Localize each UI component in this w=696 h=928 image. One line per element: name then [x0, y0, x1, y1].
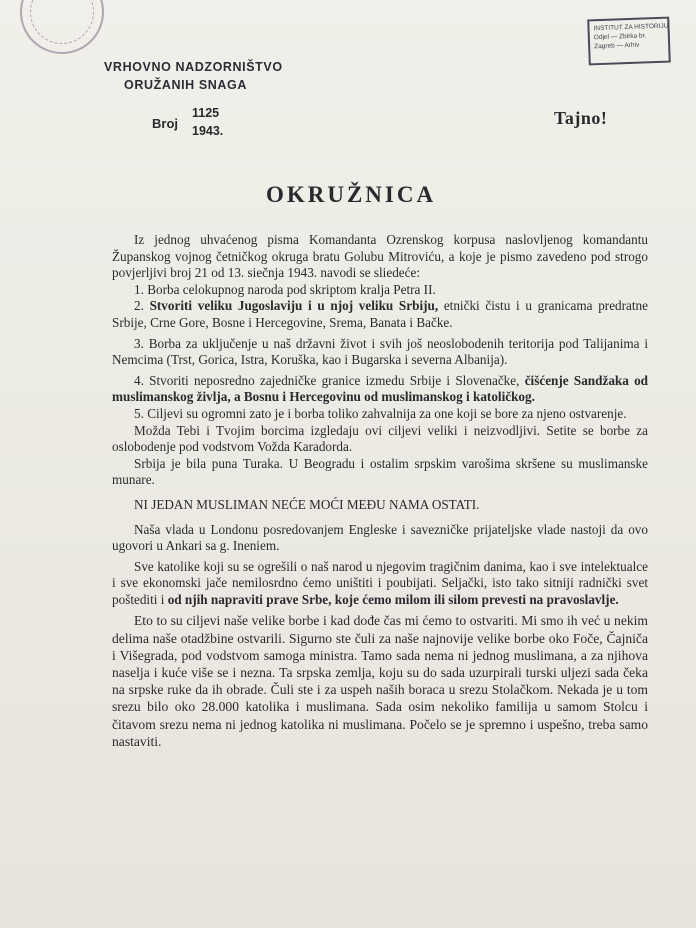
point-3: 3. Borba za uključenje u naš državni život i svih još neoslobodenih teritorija pod Talijanima i Nemcima (Trst, Gorica, Istra, Koruška, kao i Bugarska i severna Albanija). [112, 335, 648, 368]
point-4 [112, 373, 648, 406]
archive-stamp-line1: INSTITUT ZA HISTORIJU [593, 22, 669, 33]
org-line-1: VRHOVNO NADZORNIŠTVO [104, 60, 283, 74]
point-2-bold: Stvoriti veliku Jugoslaviju i u njoj veliku Srbiju, [149, 298, 439, 314]
paragraph-eto: Eto to su ciljevi naše velike borbe i kad dođe čas mi ćemo to ostvariti. Mi smo ih već u nekim delima naše otadžbine ostvarili. Sigurno ste čuli za naše najnovije velike borbe oko Foče, Čajniča i Višegrada, pod vodstvom samoga ministra. Tamo sada nema ni jednog muslimana, a za njihova naselja i kuće više se i nezna. Ta srpska zemlja, koju su do sada uzurpirali turski uljezi sada čeka na srpske ruke da ih obrade. Čuli ste i za uspeh naših boraca u srezu Stolačkom. Nekada je u tom srezu bilo oko 28.000 katolika i muslimana. Sada osim nekoliko familija u samom Stolcu i čitavom srezu nema ni jednog katolika ni muslimana. Počelo se je spremno i uspešno, treba samo nastaviti. [112, 613, 648, 749]
document-body [112, 232, 648, 750]
round-seal-icon [20, 0, 104, 54]
broj-num: 1125 [192, 106, 220, 120]
archive-stamp-line2: Odjel — Zbirka br. [593, 32, 647, 42]
paragraph-katolike-start: Sve katolike koji su se ogrešili o naš narod u njegovim tragičnim danima, kao i sve intelektualce i sve ekonomski jače nemilosrdno ćemo uništiti i poubijati. Seljački, isto tako sitniji radnički svet poštediti i [112, 558, 648, 607]
org-line-2: ORUŽANIH SNAGA [124, 78, 247, 92]
point-2-number: 2. [134, 298, 150, 314]
paragraph-ni-jedan: NI JEDAN MUSLIMAN NEĆE MOĆI MEĐU NAMA OSTATI. [134, 496, 480, 512]
paragraph-mozda: Možda Tebi i Tvojim borcima izgledaju ovi ciljevi veliki i neizvodljivi. Setite se borbe za oslobodenje pod vodstvom Vožda Karadorda. [112, 422, 648, 455]
point-4-bold: čišćenje Sandžaka od muslimanskog življa, a Bosnu i Hercegovinu od muslimanskog i katoličkog. [112, 372, 649, 405]
point-4-start: 4. Stvoriti neposredno zajedničke granice izmedu Srbije i Slovenačke, [134, 372, 520, 388]
archive-stamp-line3: Zagreb — Arhiv [594, 41, 640, 51]
broj-year: 1943. [192, 124, 224, 138]
point-2-rest: etnički čistu i u granicama predratne Srbije, Crne Gore, Bosne i Hercegovine, Srema, Banata i Bačke. [112, 298, 648, 330]
classification-mark: Tajno! [554, 108, 608, 128]
paragraph-srbija: Srbija je bila puna Turaka. U Beogradu i ostalim srpskim varošima skršene su muslimanske munare. [112, 455, 648, 488]
paragraph-katolike [112, 559, 648, 609]
broj-number [192, 104, 223, 140]
paragraph-vlada: Naša vlada u Londonu posredovanjem Engleske i savezničke prijateljske vlade nastoji da ovo ugovori u Ankari sa g. Ineniem. [112, 521, 648, 554]
point-1: 1. Borba celokupnog naroda pod skriptom kralja Petra II. [134, 281, 436, 297]
document-title: OKRUŽNICA [265, 182, 437, 207]
point-5: 5. Ciljevi su ogromni zato je i borba toliko zahvalnija za one koji se bore za njeno ostvarenje. [134, 405, 627, 421]
broj-label: Broj [152, 116, 178, 131]
paragraph-katolike-bold: od njih napraviti prave Srbe, koje ćemo milom ili silom prevesti na pravoslavlje. [167, 591, 619, 607]
point-2 [112, 298, 648, 331]
intro-paragraph: Iz jednog uhvaćenog pisma Komandanta Ozrenskog korpusa naslovljenog komandantu Županskog vojnog četničkog okruga bratu Golubu Mitroviću, a koje je pismo zavedeno pod strogo povjerljivi broj 21 od 13. siečnja 1943. navodi se sliedeće: [112, 232, 648, 281]
archive-stamp [587, 17, 671, 66]
